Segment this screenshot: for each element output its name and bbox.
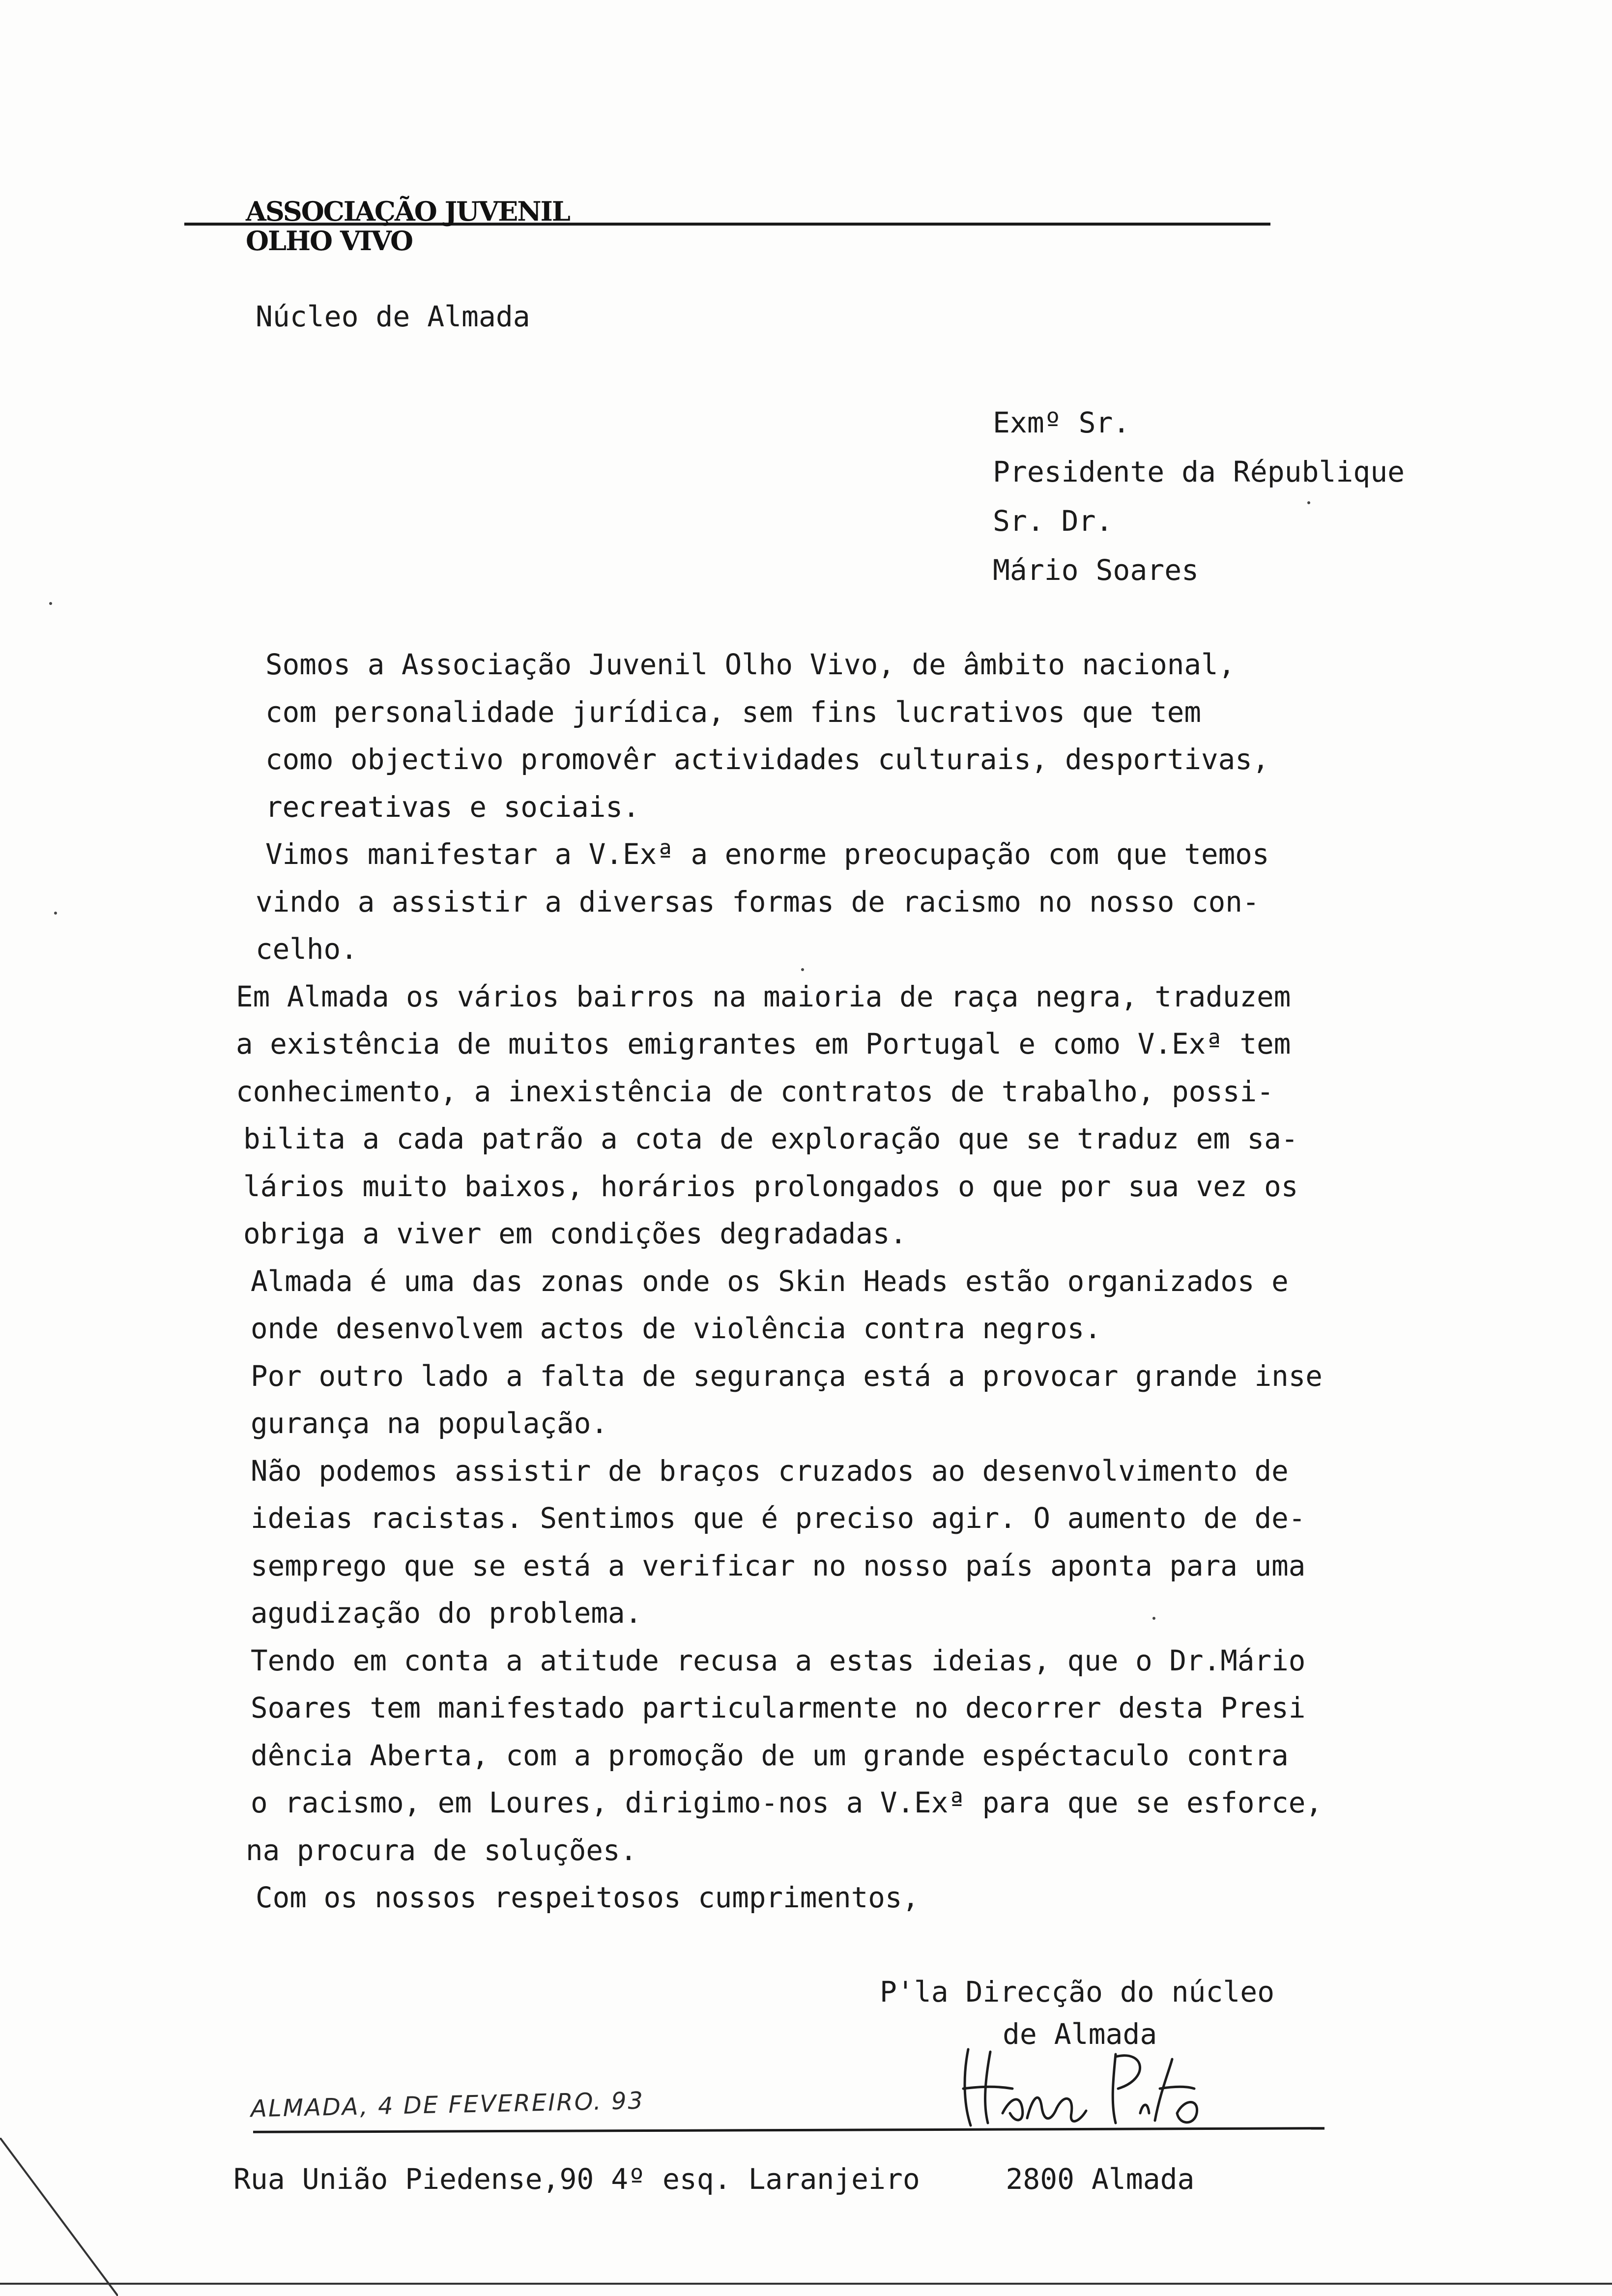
body-line: vindo a assistir a diversas formas de racismo no nosso con- [256, 885, 1260, 918]
scan-speck [1152, 1617, 1155, 1620]
body-line: Somos a Associação Juvenil Olho Vivo, de âmbito nacional, [265, 648, 1236, 681]
signature-image [953, 2039, 1209, 2133]
addressee-block [993, 398, 1405, 595]
addressee-line-3: Sr. Dr. [993, 504, 1113, 538]
body-line: como objectivo promovêr actividades culturais, desportivas, [265, 743, 1269, 776]
body-line: gurança na população. [251, 1407, 608, 1440]
scan-speck [1307, 501, 1310, 504]
body-line: Almada é uma das zonas onde os Skin Heads estão organizados e [251, 1264, 1289, 1298]
page-bottom-edge [0, 2283, 1612, 2285]
scan-speck [49, 602, 52, 605]
body-line: onde desenvolvem actos de violência contra negros. [251, 1312, 1101, 1345]
scan-speck [801, 968, 804, 971]
addressee-line-4: Mário Soares [993, 553, 1199, 587]
body-line: obriga a viver em condições degradadas. [243, 1217, 907, 1250]
body-line: Soares tem manifestado particularmente no decorrer desta Presi [251, 1692, 1306, 1724]
body-line: a existência de muitos emigrantes em Portugal e como V.Exª tem [236, 1028, 1291, 1061]
closing-line-1: P'la Direcção do núcleo [880, 1975, 1275, 2009]
body-line: conhecimento, a inexistência de contratos de trabalho, possi- [236, 1075, 1274, 1108]
body-line: Vimos manifestar a V.Exª a enorme preocupação com que temos [265, 838, 1269, 871]
handwritten-date: ALMADA, 4 DE FEVEREIRO. 93 [250, 2087, 645, 2123]
body-line: recreativas e sociais. [265, 790, 640, 824]
body-line: com personalidade jurídica, sem fins lucrativos que tem [265, 695, 1201, 729]
branch-name: Núcleo de Almada [256, 300, 530, 333]
body-line: Com os nossos respeitosos cumprimentos, [256, 1881, 920, 1914]
body-line: agudização do problema. [251, 1597, 642, 1630]
scan-speck [54, 912, 57, 915]
body-line: o racismo, em Loures, dirigimo-nos a V.Exª para que se esforce, [251, 1786, 1323, 1819]
corner-fold-mark [0, 2138, 118, 2296]
body-line: Por outro lado a falta de segurança está a provocar grande inse [251, 1359, 1323, 1393]
addressee-line-1: Exmº Sr. [993, 406, 1130, 439]
body-line: ideias racistas. Sentimos que é preciso agir. O aumento de de- [251, 1502, 1306, 1535]
organization-name-line2: OLHO VIVO [246, 225, 413, 257]
body-line: Tendo em conta a atitude recusa a estas ideias, que o Dr.Mário [251, 1644, 1306, 1677]
body-line: bilita a cada patrão a cota de exploração que se traduz em sa- [243, 1122, 1298, 1155]
body-line: semprego que se está a verificar no nosso país aponta para uma [251, 1549, 1306, 1582]
body-line: lários muito baixos, horários prolongados o que por sua vez os [243, 1170, 1298, 1203]
addressee-line-2: Presidente da République [993, 455, 1405, 488]
closing-line-2: de Almada [1003, 2017, 1157, 2051]
body-line: celho. [256, 933, 358, 966]
body-line: Não podemos assistir de braços cruzados ao desenvolvimento de [251, 1454, 1289, 1488]
organization-name-line1: ASSOCIAÇÃO JUVENIL [246, 196, 570, 227]
body-line: na procura de soluções. [246, 1834, 637, 1867]
organization-name [246, 197, 570, 256]
body-line: Em Almada os vários bairros na maioria de raça negra, traduzem [236, 980, 1291, 1013]
body-line: dência Aberta, com a promoção de um grande espéctaculo contra [251, 1739, 1289, 1772]
letter-body [236, 641, 1524, 1922]
footer-address: Rua União Piedense,90 4º esq. Laranjeiro 2800 Almada [233, 2162, 1195, 2196]
